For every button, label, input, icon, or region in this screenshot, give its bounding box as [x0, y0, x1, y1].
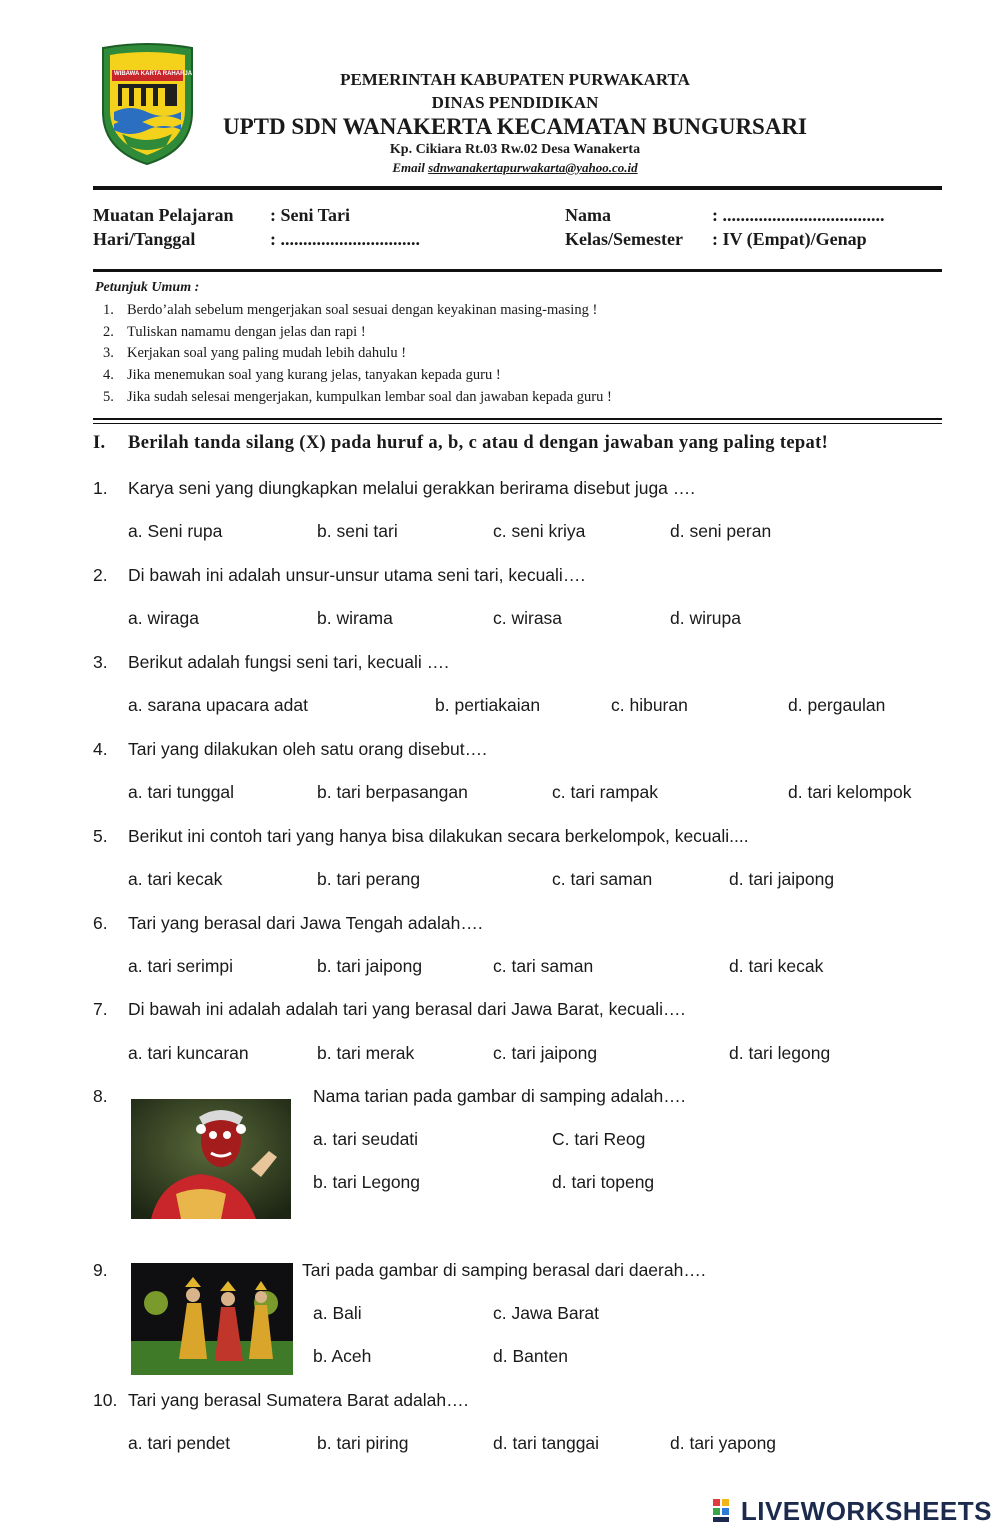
- q4-option-d[interactable]: d. tari kelompok: [788, 782, 912, 802]
- header-school-name: UPTD SDN WANAKERTA KECAMATAN BUNGURSARI: [222, 114, 808, 139]
- school-logo-emblem: [100, 42, 195, 167]
- question-8-photo: [131, 1099, 291, 1219]
- value-muatan: : Seni Tari: [270, 205, 351, 225]
- section-heading: [93, 433, 828, 454]
- school-logo: [100, 42, 195, 167]
- q7-option-d[interactable]: d. tari legong: [729, 1043, 831, 1063]
- question-8-text: Nama tarian pada gambar di samping adalah….: [313, 1086, 686, 1106]
- section-instruction: Berilah tanda silang (X) pada huruf a, b, c atau d dengan jawaban yang paling tepat!: [128, 433, 829, 453]
- q2-option-a[interactable]: a. wiraga: [128, 608, 200, 628]
- header-email-line: [200, 160, 830, 176]
- instructions-title: Petunjuk Umum :: [95, 280, 200, 295]
- q2-option-b[interactable]: b. wirama: [317, 608, 393, 628]
- question-9-number: 9.: [93, 1260, 108, 1280]
- q4-option-a[interactable]: a. tari tunggal: [128, 782, 235, 802]
- question-6: 6. Tari yang berasal dari Jawa Tengah adalah….: [93, 913, 483, 933]
- q3-option-d[interactable]: d. pergaulan: [788, 695, 886, 715]
- label-kelas: Kelas/Semester: [565, 229, 683, 249]
- q1-option-b[interactable]: b. seni tari: [317, 521, 398, 541]
- q2-option-c[interactable]: c. wirasa: [493, 608, 563, 628]
- instruction-item: 5. Jika sudah selesai mengerjakan, kumpulkan lembar soal dan jawaban kepada guru !: [103, 388, 612, 405]
- field-hari[interactable]: : ...............................: [270, 229, 420, 249]
- q8-option-c[interactable]: C. tari Reog: [552, 1129, 646, 1149]
- label-hari: Hari/Tanggal: [93, 229, 196, 249]
- instructions-list: [103, 302, 612, 410]
- q9-option-d[interactable]: d. Banten: [493, 1346, 568, 1366]
- question-4: 4. Tari yang dilakukan oleh satu orang disebut….: [93, 739, 487, 759]
- q5-option-d[interactable]: d. tari jaipong: [729, 869, 835, 889]
- question-7: 7. Di bawah ini adalah adalah tari yang berasal dari Jawa Barat, kecuali….: [93, 999, 686, 1019]
- email-label: Email: [392, 160, 425, 175]
- q4-option-c[interactable]: c. tari rampak: [552, 782, 658, 802]
- instruction-item: 1. Berdo’alah sebelum mengerjakan soal sesuai dengan keyakinan masing-masing !: [103, 302, 598, 318]
- question-8-number: 8.: [93, 1086, 108, 1106]
- section-number: I.: [93, 433, 106, 453]
- q5-option-a[interactable]: a. tari kecak: [128, 869, 223, 889]
- q8-option-b[interactable]: b. tari Legong: [313, 1172, 421, 1192]
- header-divider: [93, 186, 942, 190]
- q8-option-a[interactable]: a. tari seudati: [313, 1129, 419, 1149]
- instructions-divider-top: [93, 418, 942, 420]
- q8-option-d[interactable]: d. tari topeng: [552, 1172, 655, 1192]
- q3-option-c[interactable]: c. hiburan: [611, 695, 688, 715]
- question-5: 5. Berikut ini contoh tari yang hanya bisa dilakukan secara berkelompok, kecuali....: [93, 826, 749, 846]
- q10-option-b[interactable]: b. tari piring: [317, 1433, 409, 1453]
- q10-option-a[interactable]: a. tari pendet: [128, 1433, 231, 1453]
- question-3: 3. Berikut adalah fungsi seni tari, kecuali ….: [93, 652, 449, 672]
- header-department: DINAS PENDIDIKAN: [431, 93, 599, 112]
- q5-option-c[interactable]: c. tari saman: [552, 869, 653, 889]
- q6-option-b[interactable]: b. tari jaipong: [317, 956, 423, 976]
- q1-option-c[interactable]: c. seni kriya: [493, 521, 586, 541]
- q6-option-a[interactable]: a. tari serimpi: [128, 956, 234, 976]
- liveworksheets-brand: LIVEWORKSHEETS: [740, 1496, 992, 1526]
- info-divider: [93, 269, 942, 272]
- question-10: 10. Tari yang berasal Sumatera Barat adalah….: [93, 1390, 469, 1410]
- header-government: PEMERINTAH KABUPATEN PURWAKARTA: [340, 70, 690, 89]
- question-9-text: Tari pada gambar di samping berasal dari daerah….: [302, 1260, 706, 1280]
- value-kelas: : IV (Empat)/Genap: [712, 229, 867, 249]
- q3-option-a[interactable]: a. sarana upacara adat: [128, 695, 308, 715]
- q9-option-a[interactable]: a. Bali: [313, 1303, 362, 1323]
- q7-option-b[interactable]: b. tari merak: [317, 1043, 415, 1063]
- instruction-item: 2. Tuliskan namamu dengan jelas dan rapi !: [103, 323, 366, 340]
- topeng-dancer-image: [131, 1099, 291, 1219]
- q6-option-d[interactable]: d. tari kecak: [729, 956, 824, 976]
- header-address: Kp. Cikiara Rt.03 Rw.02 Desa Wanakerta: [389, 142, 641, 157]
- q9-option-c[interactable]: c. Jawa Barat: [493, 1303, 600, 1323]
- q1-option-a[interactable]: a. Seni rupa: [128, 521, 223, 541]
- q2-option-d[interactable]: d. wirupa: [670, 608, 742, 628]
- question-1: 1. Karya seni yang diungkapkan melalui gerakkan berirama disebut juga ….: [93, 478, 696, 498]
- q7-option-c[interactable]: c. tari jaipong: [493, 1043, 598, 1063]
- label-nama: Nama: [565, 205, 611, 225]
- label-muatan: Muatan Pelajaran: [93, 205, 234, 225]
- bali-dancers-image: [131, 1263, 293, 1375]
- q6-option-c[interactable]: c. tari saman: [493, 956, 594, 976]
- instructions-divider-bottom: [93, 423, 942, 424]
- question-9-photo: [131, 1263, 293, 1375]
- liveworksheets-logo[interactable]: [713, 1496, 992, 1527]
- q9-option-b[interactable]: b. Aceh: [313, 1346, 372, 1366]
- q1-option-d[interactable]: d. seni peran: [670, 521, 772, 541]
- email-link[interactable]: sdnwanakertapurwakarta@yahoo.co.id: [428, 160, 638, 175]
- instruction-item: 3. Kerjakan soal yang paling mudah lebih dahulu !: [103, 345, 407, 362]
- field-nama[interactable]: : ....................................: [712, 205, 885, 225]
- instruction-item: 4. Jika menemukan soal yang kurang jelas, tanyakan kepada guru !: [103, 367, 501, 384]
- q4-option-b[interactable]: b. tari berpasangan: [317, 782, 468, 802]
- q7-option-a[interactable]: a. tari kuncaran: [128, 1043, 249, 1063]
- q3-option-b[interactable]: b. pertiakaian: [435, 695, 541, 715]
- q10-option-d[interactable]: d. tari yapong: [670, 1433, 777, 1453]
- q5-option-b[interactable]: b. tari perang: [317, 869, 421, 889]
- school-logo-motto: WIBAWA KARTA RAHARJA: [114, 71, 193, 77]
- question-2: 2. Di bawah ini adalah unsur-unsur utama seni tari, kecuali….: [93, 565, 586, 585]
- liveworksheets-icon: [713, 1499, 739, 1523]
- q10-option-c[interactable]: d. tari tanggai: [493, 1433, 600, 1453]
